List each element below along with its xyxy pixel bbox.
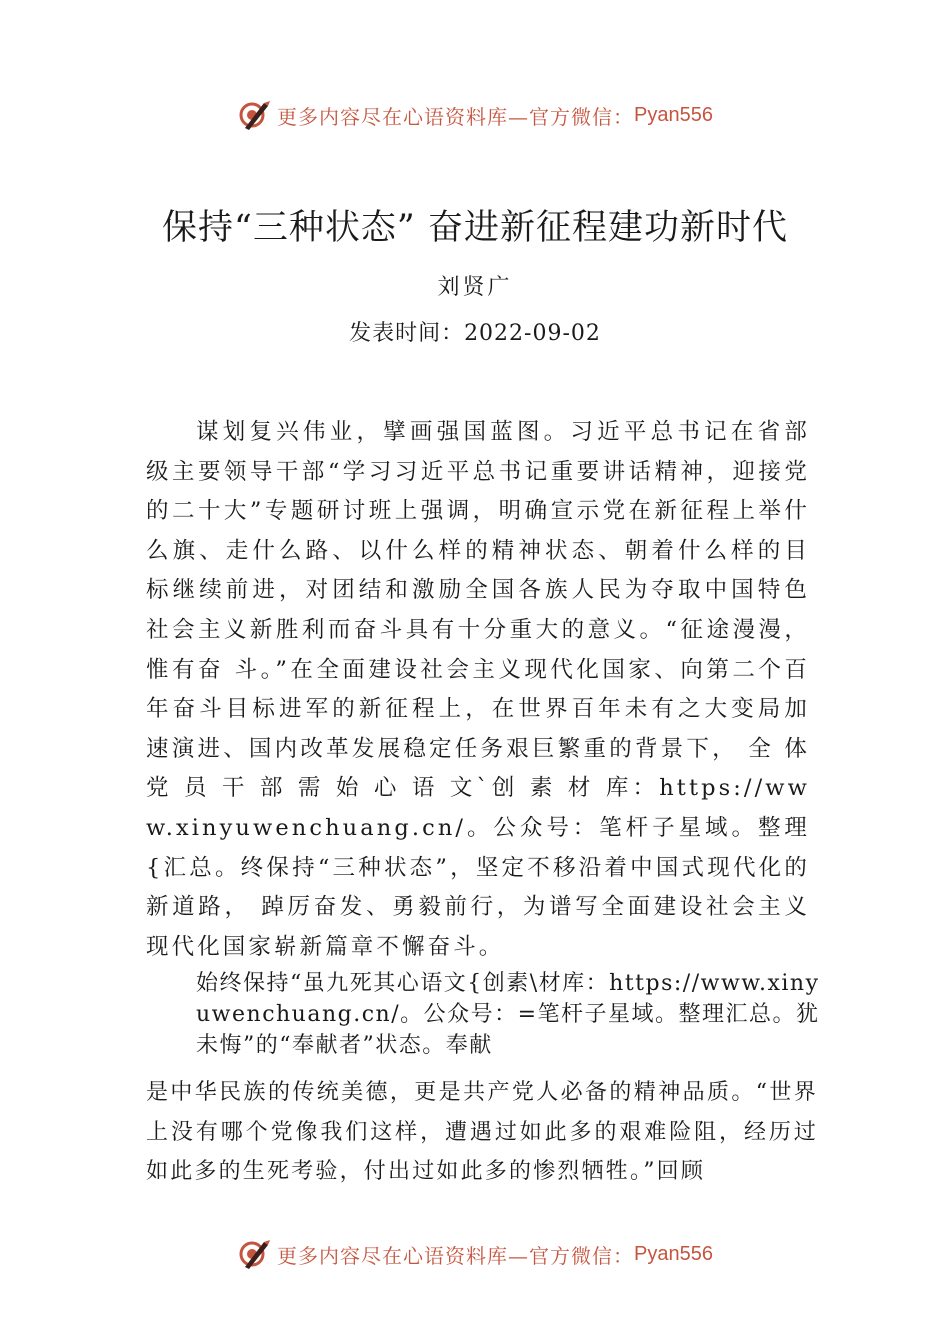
article-author: 刘贤广 — [437, 275, 513, 300]
article-paragraph-1: 谋划复兴伟业，擘画强国蓝图。习近平总书记在省部级主要领导干部“学习习近平总书记重要讲话精神，迎接党的二十大”专题研讨班上强调，明确宣示党在新征程上举什么旗、走什么路、以什么样的精神状态、朝着什么样的目标继续前进，对团结和激励全国各族人民为夺取中国特色社会主义新胜利而奋斗具有十分重大的意义。“征途漫漫，惟有奋 斗。”在全面建设社会主义现代化国家、向第二个百年奋斗目标进军的新征程上，在世界百年未有之大变局加速演进、国内改革发展稳定任务艰巨繁重的背景下， 全 体 党 员 干 部 需 始 心 语 文`创 素 材 库：https://www.xinyuwenchuang.cn/。公众号：笔杆子星域。整理{汇总。终保持“三种状态”，坚定不移沿着中国式现代化的新道路， 踔厉奋发、勇毅前行，为谱写全面建设社会主义现代化国家崭新篇章不懈奋斗。 — [146, 419, 810, 960]
watermark-text: 更多内容尽在心语资料库—官方微信： — [277, 104, 635, 129]
article-paragraph-2: 始终保持“虽九死其心语文{创素\材库：https://www.xinyuwenchuang.cn/。公众号：=笔杆子星域。整理汇总。犹未悔”的“奉献者”状态。奉献 — [196, 971, 820, 1058]
pen-logo-icon — [237, 1237, 271, 1271]
watermark-wechat-id: Pyan556 — [634, 1242, 713, 1265]
watermark-wechat-id: Pyan556 — [634, 103, 713, 126]
pen-logo-icon — [237, 98, 271, 132]
article-date: 发表时间：2022-09-02 — [349, 321, 601, 346]
watermark-header — [0, 95, 950, 135]
article-paragraph-3: 是中华民族的传统美德，更是共产党人必备的精神品质。“世界上没有哪个党像我们这样，遭遇过如此多的艰难险阻，经历过如此多的生死考验，付出过如此多的惨烈牺牲。”回顾 — [146, 1080, 818, 1185]
article-title: 保持“三种状态” 奋进新征程建功新时代 — [162, 208, 788, 248]
watermark-text: 更多内容尽在心语资料库—官方微信： — [277, 1243, 635, 1268]
watermark-footer — [0, 1234, 950, 1274]
